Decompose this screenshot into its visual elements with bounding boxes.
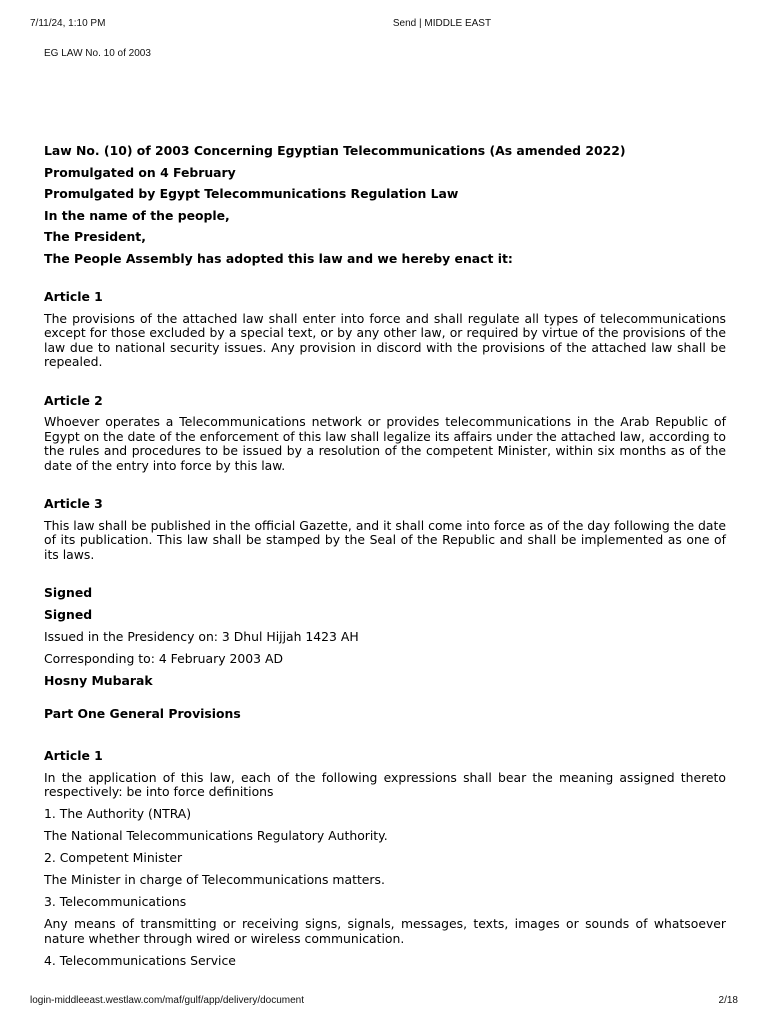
article-title: Article 3 [44, 496, 103, 511]
article-intro: In the application of this law, each of the following expressions shall bear the meaning assigned thereto respectively: be into force definitions [44, 769, 726, 799]
preamble-line: In the name of the people, [44, 207, 230, 223]
print-date: 7/11/24, 1:10 PM [30, 18, 106, 29]
article-block [44, 394, 726, 474]
part-title: Part One General Provisions [44, 705, 241, 721]
article-text: This law shall be published in the official Gazette, and it shall come into force as of the day following the date of its publication. This law shall be stamped by the Seal of the Republic and shall be implemented as one of its laws. [44, 517, 726, 562]
definition-term: 2. Competent Minister [44, 850, 183, 865]
definition-text: Any means of transmitting or receiving signs, signals, messages, texts, images or sounds of whatsoever nature whether through wired or wireless communication. [44, 916, 726, 946]
article-text: The provisions of the attached law shall enter into force and shall regulate all types of telecommunications except for those excluded by a special text, or by any other law, or required by virtue of the provisions of the law due to national security issues. Any provision in discord with the provisions of the attached law shall be repealed. [44, 310, 726, 369]
signatory-name: Hosny Mubarak [44, 673, 153, 688]
definition-term: 4. Telecommunications Service [44, 952, 236, 968]
signed-label: Signed [44, 607, 93, 622]
preamble-line: The President, [44, 229, 146, 244]
signature-block [44, 586, 726, 689]
enactment-clause: The People Assembly has adopted this law and we hereby enact it: [44, 250, 513, 266]
article-title: Article 2 [44, 392, 103, 408]
footer-url: login-middleeast.westlaw.com/maf/gulf/app/delivery/document [30, 995, 305, 1006]
signed-label: Signed [44, 585, 93, 600]
law-preamble [44, 144, 726, 266]
document-reference: EG LAW No. 10 of 2003 [44, 48, 151, 59]
page-number: 2/18 [718, 995, 738, 1006]
part-one [44, 707, 726, 969]
definition-term: 3. Telecommunications [44, 894, 187, 909]
article-text: Whoever operates a Telecommunications network or provides telecommunications in the Arab Republic of Egypt on the date of the enforcement of this law shall legalize its affairs under the attached law, according to the rules and procedures to be issued by a resolution of the competent Minister, within six months as of the date of the entry into force by this law. [44, 414, 726, 473]
definition-text: The National Telecommunications Regulatory Authority. [44, 828, 388, 843]
promulgation-date: Promulgated on 4 February [44, 164, 236, 180]
definition-term: 1. The Authority (NTRA) [44, 806, 192, 821]
law-title: Law No. (10) of 2003 Concerning Egyptian Telecommunications (As amended 2022) [44, 143, 626, 158]
document-body [44, 144, 726, 976]
corresponding-date: Corresponding to: 4 February 2003 AD [44, 651, 283, 666]
article-title: Article 1 [44, 289, 103, 304]
promulgation-source: Promulgated by Egypt Telecommunications Regulation Law [44, 186, 459, 201]
print-page-title: Send | MIDDLE EAST [392, 18, 492, 29]
definition-text: The Minister in charge of Telecommunications matters. [44, 872, 385, 887]
article-block [44, 497, 726, 562]
article-title: Article 1 [44, 748, 103, 763]
issued-date: Issued in the Presidency on: 3 Dhul Hijjah 1423 AH [44, 629, 359, 644]
article-block [44, 290, 726, 370]
